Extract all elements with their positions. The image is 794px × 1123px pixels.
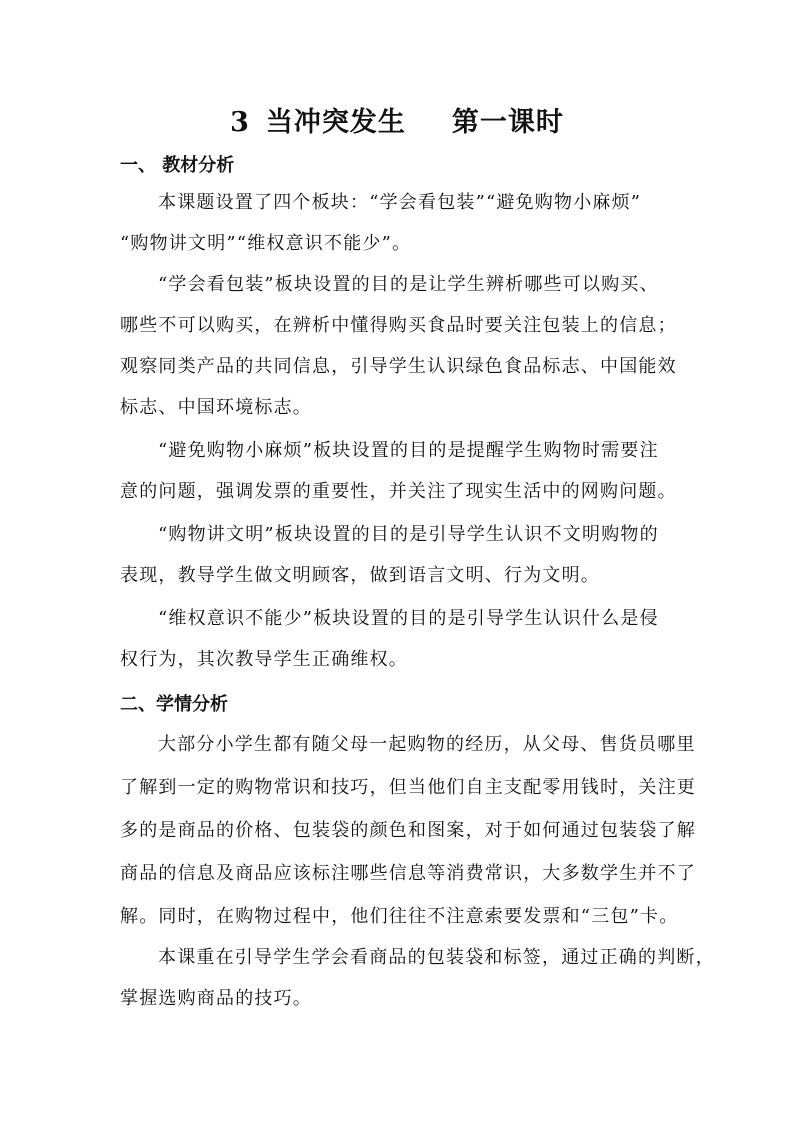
section-heading-textbook-analysis: 一、 教材分析 (120, 155, 235, 176)
paragraph-line: “学会看包装”板块设置的目的是让学生辨析哪些可以购买、 (158, 274, 659, 295)
paragraph-line: 掌握选购商品的技巧。 (120, 988, 312, 1009)
page-title (0, 100, 794, 139)
paragraph-line: 意的问题，强调发票的重要性，并关注了现实生活中的网购问题。 (120, 481, 677, 502)
paragraph-line: 哪些不可以购买，在辨析中懂得购买食品时要关注包装上的信息； (120, 315, 677, 336)
section-heading-learning-analysis: 二、学情分析 (120, 694, 228, 715)
lesson-title: 当冲突发生 (265, 107, 406, 138)
paragraph-line: 表现，教导学生做文明顾客，做到语言文明、行为文明。 (120, 565, 600, 586)
paragraph-line: 本课题设置了四个板块：“学会看包装”“避免购物小麻烦” (158, 192, 642, 213)
paragraph-line: 了解到一定的购物常识和技巧，但当他们自主支配零用钱时，关注更 (120, 777, 696, 798)
paragraph-line: 本课重在引导学生学会看商品的包装袋和标签，通过正确的判断， (158, 947, 715, 968)
paragraph-line: 标志、中国环境标志。 (120, 397, 312, 418)
paragraph-line: 商品的信息及商品应该标注哪些信息等消费常识，大多数学生并不了 (120, 863, 696, 884)
paragraph-line: “避免购物小麻烦”板块设置的目的是提醒学生购物时需要注 (158, 440, 659, 461)
lesson-number: 3 (230, 107, 250, 138)
lesson-subtitle: 第一课时 (451, 107, 564, 138)
paragraph-line: 多的是商品的价格、包装袋的颜色和图案，对于如何通过包装袋了解 (120, 820, 696, 841)
paragraph-line: “购物讲文明”“维权意识不能少”。 (120, 233, 412, 254)
paragraph-line: 解。同时，在购物过程中，他们往往不注意索要发票和“三包”卡。 (120, 906, 679, 927)
paragraph-line: 大部分小学生都有随父母一起购物的经历，从父母、售货员哪里 (158, 734, 696, 755)
paragraph-line: “维权意识不能少”板块设置的目的是引导学生认识什么是侵 (158, 608, 659, 629)
paragraph-line: “购物讲文明”板块设置的目的是引导学生认识不文明购物的 (158, 524, 659, 545)
paragraph-line: 观察同类产品的共同信息，引导学生认识绿色食品标志、中国能效 (120, 356, 677, 377)
paragraph-line: 权行为，其次教导学生正确维权。 (120, 649, 408, 670)
